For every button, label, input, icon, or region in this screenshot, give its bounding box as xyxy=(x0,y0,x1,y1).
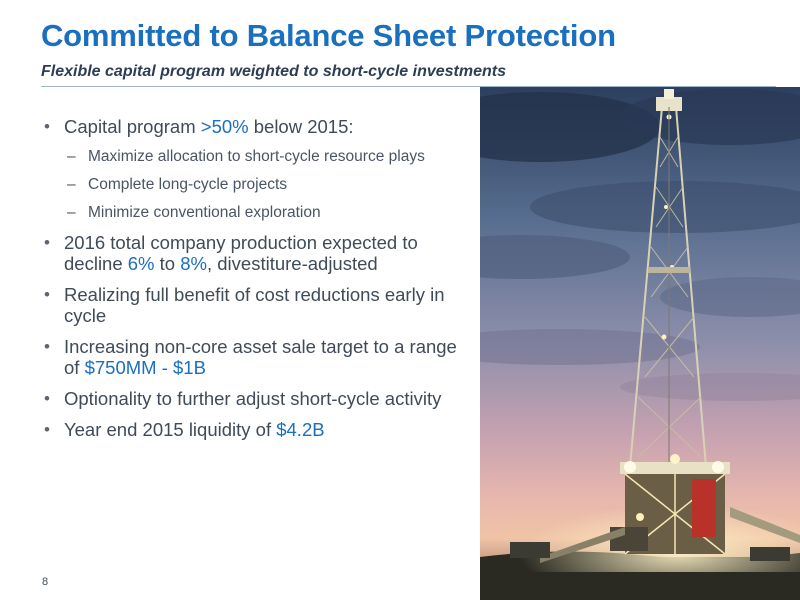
bullet-dot-icon: • xyxy=(44,389,50,408)
bullet-optionality: • Optionality to further adjust short-cycle activity xyxy=(44,388,442,409)
sub-bullet: – Minimize conventional exploration xyxy=(67,204,321,221)
highlight-value: $750MM - $1B xyxy=(84,357,206,378)
slide-title: Committed to Balance Sheet Protection xyxy=(41,18,616,53)
bullet-cost-reductions: • Realizing full benefit of cost reductions early in cycle xyxy=(44,284,445,326)
sub-bullet: – Complete long-cycle projects xyxy=(67,176,288,193)
bullet-dot-icon: • xyxy=(44,337,50,356)
sub-bullet: – Maximize allocation to short-cycle resource plays xyxy=(67,148,425,165)
dash-icon: – xyxy=(67,204,76,221)
highlight-value: 6% xyxy=(127,253,155,274)
bullet-production: • 2016 total company production expected to decline 6% to 8%, divestiture-adjusted xyxy=(44,232,418,274)
bullet-dot-icon: • xyxy=(44,233,50,252)
bullet-capital-program: • Capital program >50% below 2015: xyxy=(44,116,354,137)
highlight-value: >50% xyxy=(200,116,249,137)
bullet-liquidity: • Year end 2015 liquidity of $4.2B xyxy=(44,419,325,440)
slide-subtitle: Flexible capital program weighted to short-cycle investments xyxy=(41,63,507,80)
bullet-list xyxy=(43,116,463,450)
dash-icon: – xyxy=(67,176,76,193)
dash-icon: – xyxy=(67,148,76,165)
drilling-rig-photo xyxy=(480,87,800,600)
sub-bullet-list xyxy=(43,148,463,222)
bullet-dot-icon: • xyxy=(44,285,50,304)
highlight-value: $4.2B xyxy=(276,419,325,440)
bullet-asset-sale: • Increasing non-core asset sale target to a range of $750MM - $1B xyxy=(44,336,457,378)
bullet-dot-icon: • xyxy=(44,420,50,439)
highlight-value: 8% xyxy=(180,253,207,274)
page-number: 8 xyxy=(42,576,49,588)
bullet-dot-icon: • xyxy=(44,117,50,136)
